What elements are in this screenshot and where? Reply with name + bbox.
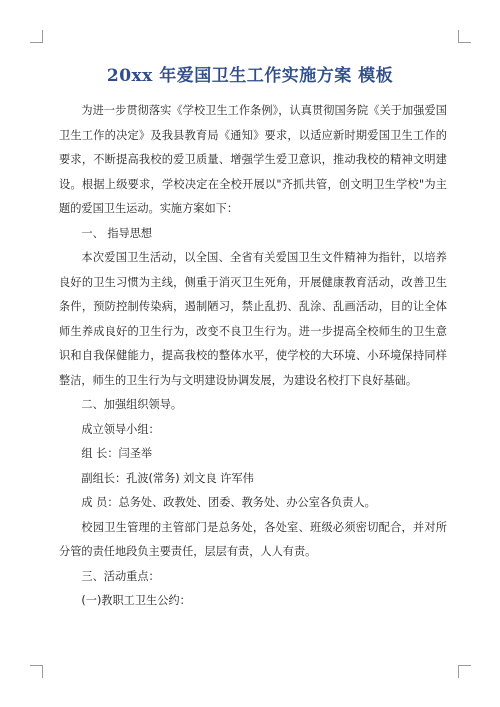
document-title-year: 20xx bbox=[106, 66, 153, 86]
document-body bbox=[59, 99, 447, 614]
section-heading-organization: 二、加强组织领导。 bbox=[81, 398, 183, 411]
guiding-ideology-paragraph: 本次爱国卫生活动，以全国、全省有关爱国卫生文件精神为指针，以培养良好的卫生习惯为主线，侧重于消灭卫生死角，开展健康教育活动，改善卫生条件，预防控制传染病，遏制陋习，禁止乱扔、乱涂、乱画活动，目的让全体师生养成良好的卫生行为，改变不良卫生行为。进一步提高全校师生的卫生意识和自我保健能力，提高我校的整体水平，使学校的大环境、小环境保持同样整洁，师生的卫生行为与文明建设协调发展，为建设名校打下良好基础。 bbox=[59, 251, 447, 387]
intro-paragraph: 为进一步贯彻落实《学校卫生工作条例》，认真贯彻国务院《关于加强爱国卫生工作的决定》及我县教育局《通知》要求，以适应新时期爱国卫生工作的要求，不断提高我校的爱卫质量、增强学生爱卫意识，推动我校的精神文明建设。根据上级要求，学校决定在全校开展以"齐抓共管，创文明卫生学校"为主题的爱国卫生运动。实施方案如下： bbox=[59, 104, 447, 215]
subsection-heading-staff-hygiene: (一)教职工卫生公约： bbox=[81, 594, 191, 607]
crop-mark-top-right bbox=[458, 30, 471, 43]
members-line: 成 员：总务处、政教处、团委、教务处、办公室各负责人。 bbox=[81, 496, 376, 509]
section-heading-activity-focus: 三、活动重点： bbox=[81, 569, 160, 583]
crop-mark-bottom-right bbox=[458, 665, 471, 678]
crop-mark-bottom-left bbox=[30, 665, 43, 678]
section-heading-guiding-ideology: 一、 指导思想 bbox=[81, 226, 153, 240]
crop-mark-top-left bbox=[30, 30, 43, 43]
document-title-text: 年爱国卫生工作实施方案 模板 bbox=[152, 66, 394, 86]
management-paragraph: 校园卫生管理的主管部门是总务处，各处室、班级必须密切配合，并对所分管的责任地段负主要责任，层层有责，人人有责。 bbox=[59, 520, 447, 558]
group-leader-line: 组 长：闫圣举 bbox=[81, 447, 153, 460]
leadership-group-line: 成立领导小组： bbox=[81, 422, 160, 436]
deputy-leader-line: 副组长：孔波(常务) 刘文良 许军伟 bbox=[81, 471, 254, 485]
document-title bbox=[40, 61, 460, 86]
